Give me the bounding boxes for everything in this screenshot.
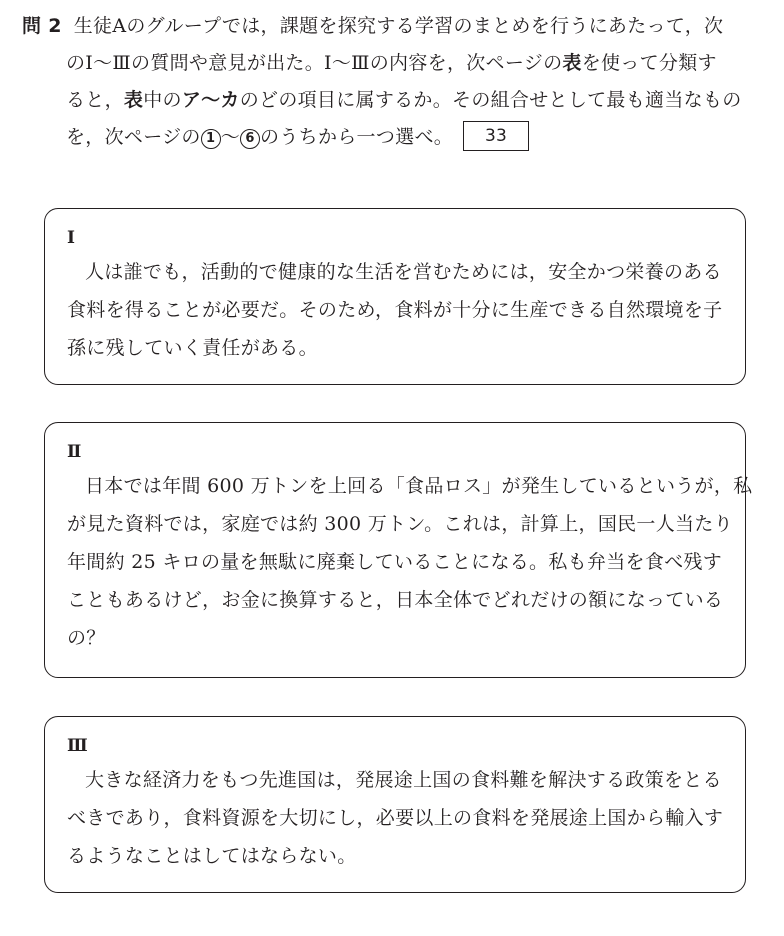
range-tilde: ～: [220, 126, 241, 148]
choice-circled-first: 1: [201, 129, 221, 149]
card-line: るようなことはしてはならない。: [67, 845, 357, 867]
question-text: を，次ページの: [66, 126, 201, 148]
card-title: Ⅱ: [67, 442, 82, 462]
card-line: 孫に残していく責任がある。: [67, 337, 318, 359]
card-line: の？: [67, 627, 106, 649]
question-block: [22, 8, 762, 156]
opinion-card-3: [44, 716, 746, 893]
question-text: 中の: [143, 89, 182, 111]
question-text: のどの項目に属するか。その組合せとして最も適当なもの: [239, 89, 742, 111]
card-body: [67, 467, 753, 657]
question-text: のうちから一つ選べ。: [260, 126, 454, 148]
question-line-2: [22, 45, 762, 82]
opinion-card-1: [44, 208, 746, 385]
card-title: Ⅲ: [67, 736, 88, 756]
question-label: 問 2: [22, 15, 62, 37]
opinion-card-2: [44, 422, 753, 678]
card-body: [67, 761, 723, 875]
card-line: 食料を得ることが必要だ。そのため，食料が十分に生産できる自然環境を子: [67, 299, 723, 321]
bold-term: 表: [123, 89, 144, 111]
bold-term: ア～カ: [181, 89, 240, 111]
choice-circled-last: 6: [240, 129, 260, 149]
card-line: こともあるけど，お金に換算すると，日本全体でどれだけの額になっている: [67, 589, 724, 611]
card-body: [67, 253, 723, 367]
question-text: 生徒Aのグループでは，課題を探究する学習のまとめを行うにあたって，次: [73, 15, 724, 37]
question-line-4: [22, 119, 762, 156]
card-line: べきであり，食料資源を大切にし，必要以上の食料を発展途上国から輸入す: [67, 807, 724, 829]
question-text: ると，: [66, 89, 124, 111]
answer-number-box: 33: [463, 121, 529, 151]
bold-term: 表: [562, 52, 582, 74]
card-line: が見た資料では，家庭では約 300 万トン。これは，計算上，国民一人当たり: [67, 513, 733, 535]
question-line-3: [22, 82, 762, 119]
card-title: Ⅰ: [67, 228, 75, 248]
card-line: 大きな経済力をもつ先進国は，発展途上国の食料難を解決する政策をとる: [85, 769, 722, 791]
card-line: 人は誰でも，活動的で健康的な生活を営むためには，安全かつ栄養のある: [85, 261, 722, 283]
card-line: 年間約 25 キロの量を無駄に廃棄していることになる。私も弁当を食べ残す: [67, 551, 723, 573]
card-line: 日本では年間 600 万トンを上回る「食品ロス」が発生しているというが，私: [85, 475, 753, 497]
question-text: のⅠ～Ⅲの質問や意見が出た。Ⅰ～Ⅲの内容を，次ページの: [66, 52, 563, 74]
question-line-1: [22, 8, 762, 45]
question-text: を使って分類す: [581, 52, 717, 74]
